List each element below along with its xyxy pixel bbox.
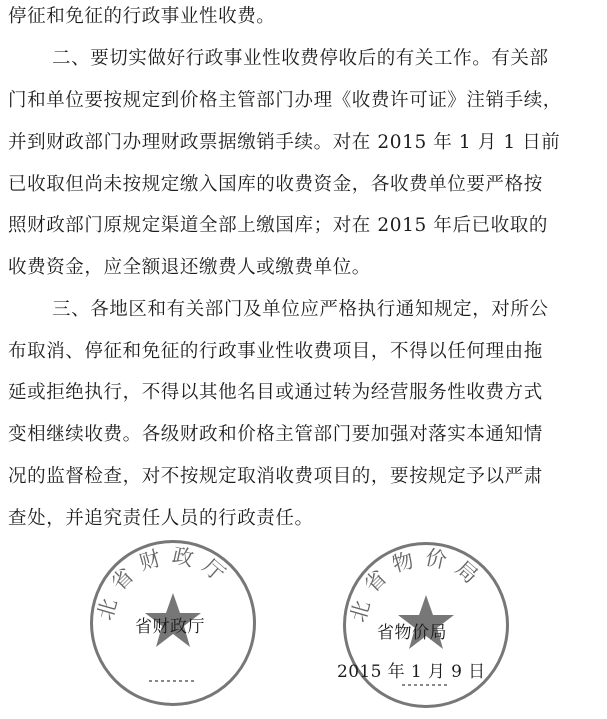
paragraph-line: 况的监督检查，对不按规定取消收费项目的，要按规定予以严肃 bbox=[8, 466, 543, 487]
paragraph-line: 查处，并追究责任人员的行政责任。 bbox=[8, 508, 314, 529]
svg-text:北省物价局: 北省物价局 bbox=[346, 545, 490, 625]
paragraph-line: 二、要切实做好行政事业性收费停收后的有关工作。有关部 bbox=[52, 48, 549, 69]
paragraph-line: 变相继续收费。各级财政和价格主管部门要加强对落实本通知情 bbox=[8, 424, 543, 445]
svg-text:北省财政厅: 北省财政厅 bbox=[93, 543, 237, 623]
signer-right: 省物价局 bbox=[377, 623, 447, 643]
paragraph-line: 三、各地区和有关部门及单位应严格执行通知规定，对所公 bbox=[52, 299, 549, 320]
paragraph-line: 并到财政部门办理财政票据缴销手续。对在 2015 年 1 月 1 日前 bbox=[8, 132, 561, 153]
signer-left: 省财政厅 bbox=[135, 617, 205, 637]
paragraph-line: 停征和免征的行政事业性收费。 bbox=[8, 6, 276, 27]
document-date: 2015 年 1 月 9 日 bbox=[337, 662, 486, 682]
paragraph-line: 布取消、停征和免征的行政事业性收费项目，不得以任何理由拖 bbox=[8, 341, 543, 362]
paragraph-line: 已收取但尚未按规定缴入国库的收费资金，各收费单位要严格按 bbox=[8, 174, 543, 195]
paragraph-line: 门和单位要按规定到价格主管部门办理《收费许可证》注销手续， bbox=[8, 90, 562, 111]
paragraph-line: 延或拒绝执行，不得以其他名目或通过转为经营服务性收费方式 bbox=[8, 382, 543, 403]
paragraph-line: 收费资金，应全额退还缴费人或缴费单位。 bbox=[8, 257, 371, 278]
paragraph-line: 照财政部门原规定渠道全部上缴国库；对在 2015 年后已收取的 bbox=[8, 215, 548, 236]
